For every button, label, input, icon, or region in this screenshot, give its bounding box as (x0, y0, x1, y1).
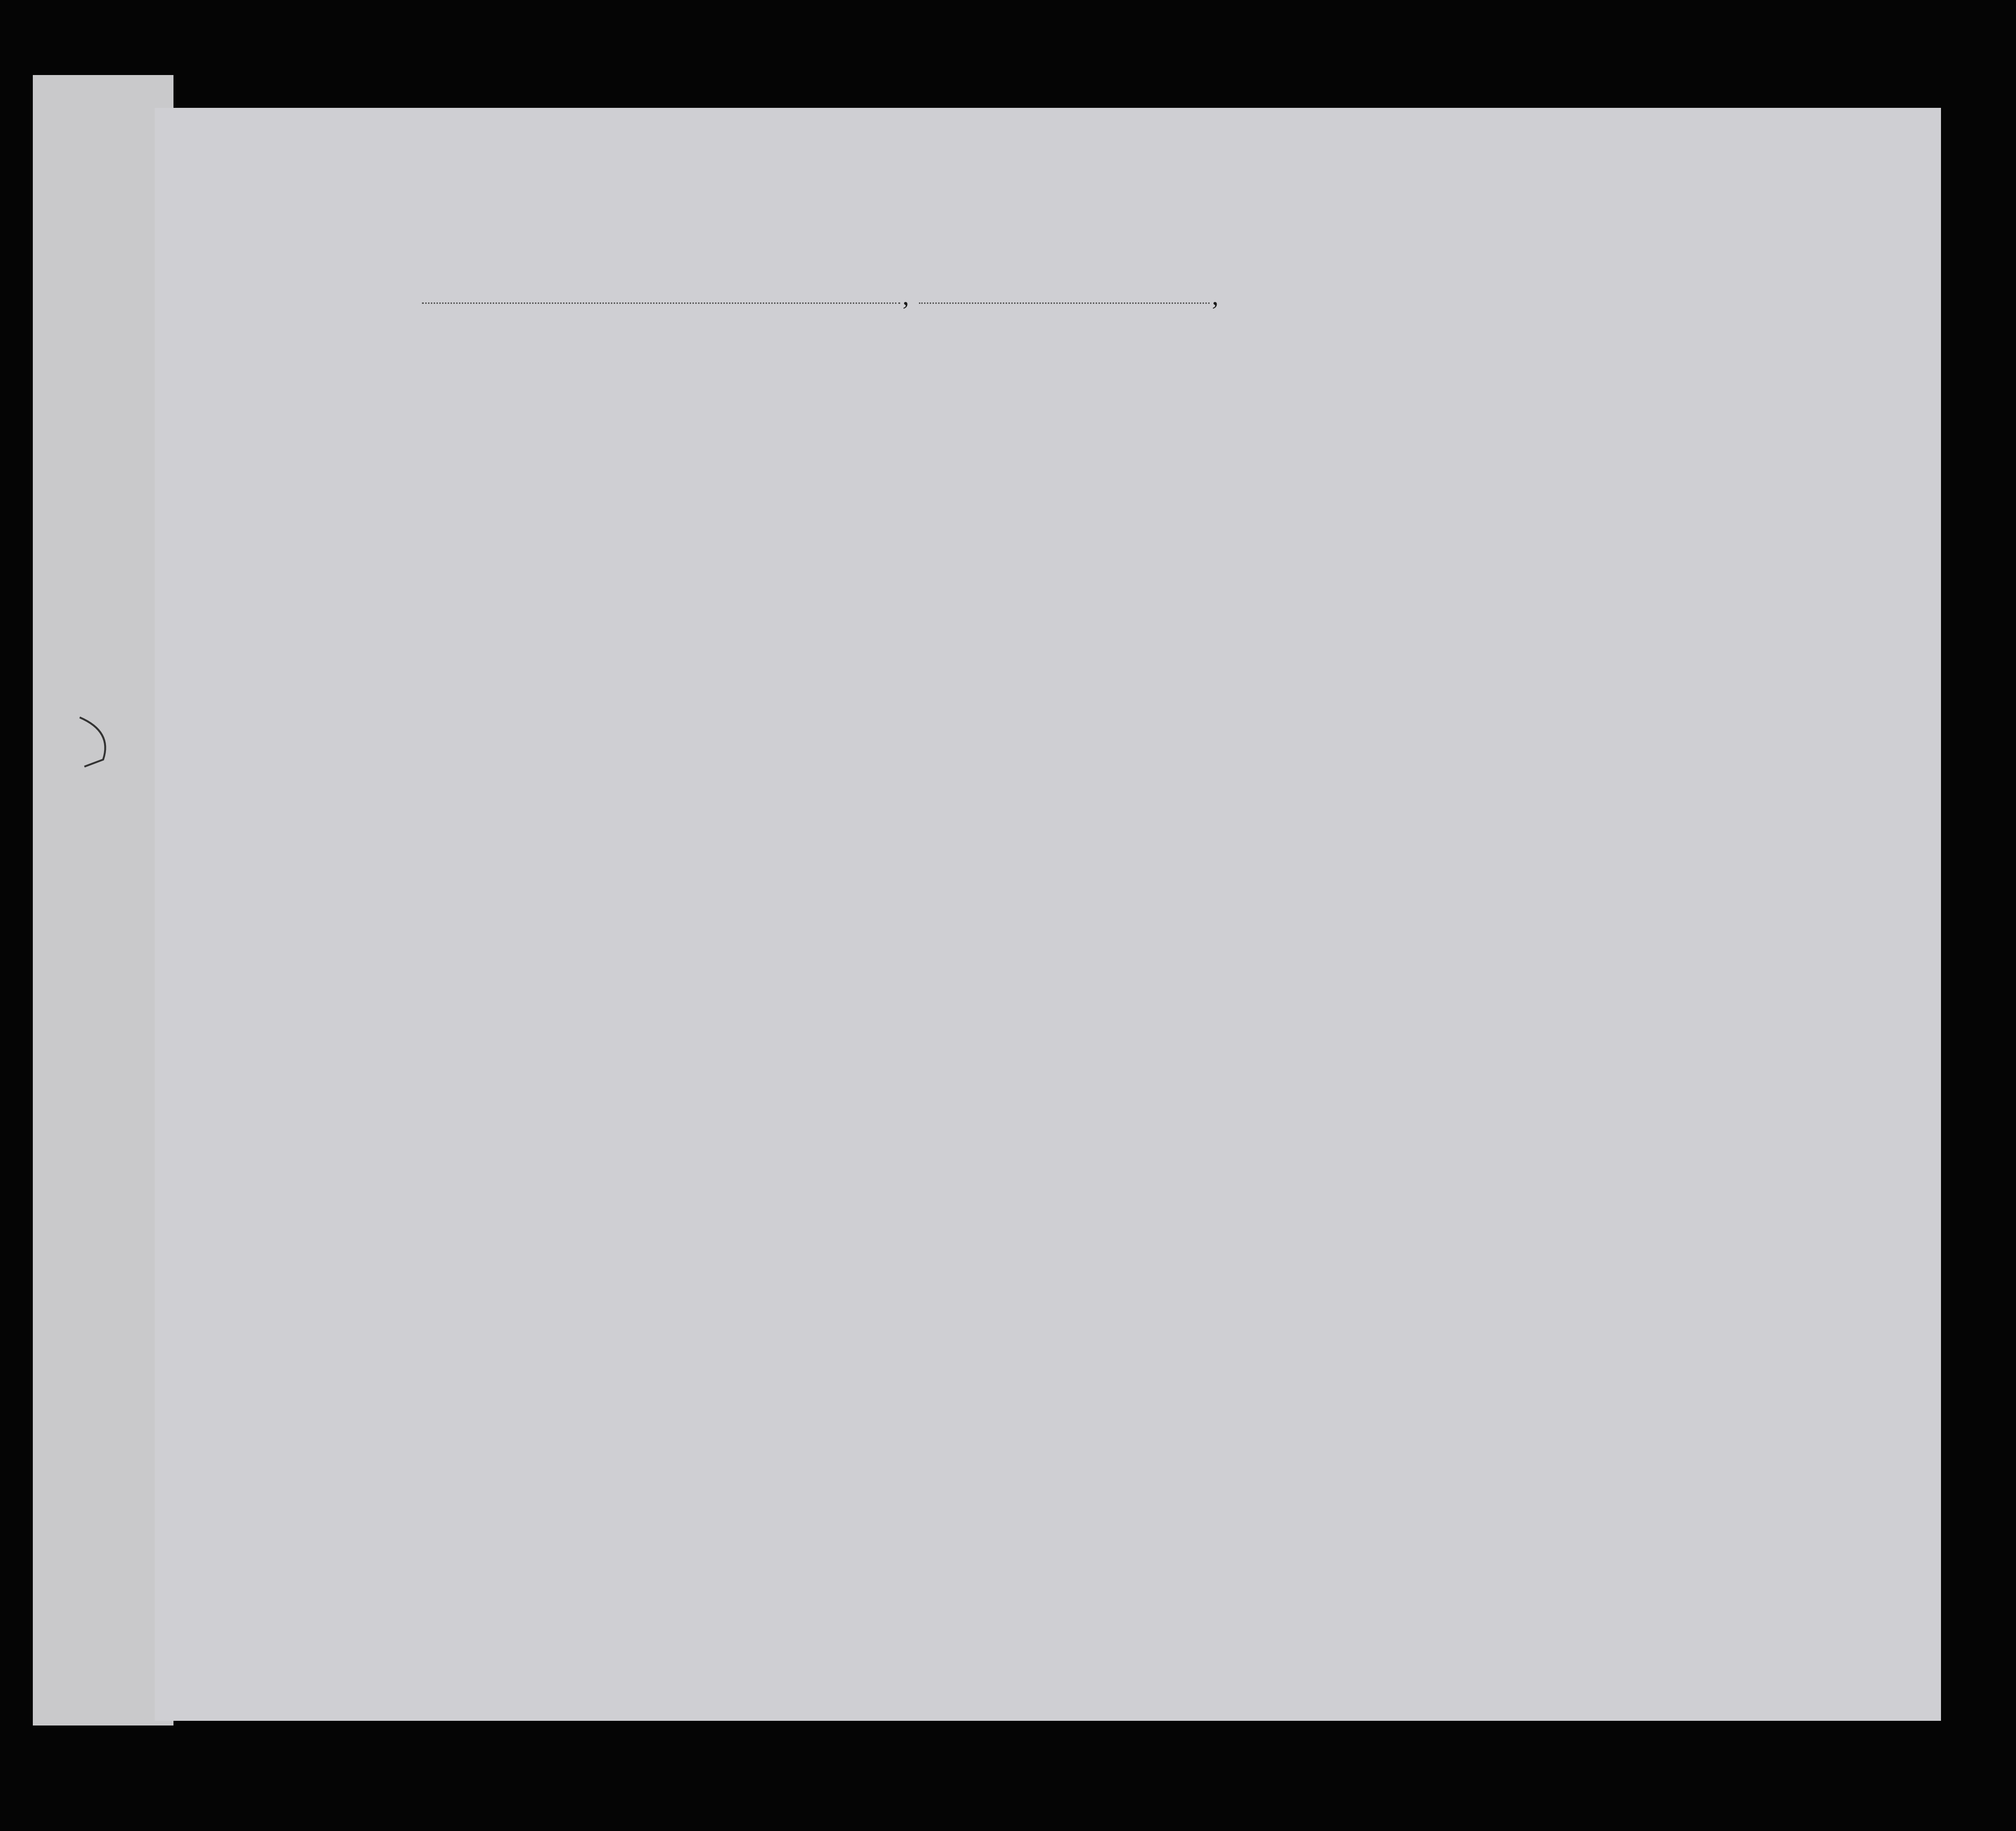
comma-2: , (1212, 282, 1219, 311)
bracket-mark (75, 713, 117, 769)
comma-1: , (903, 282, 909, 311)
